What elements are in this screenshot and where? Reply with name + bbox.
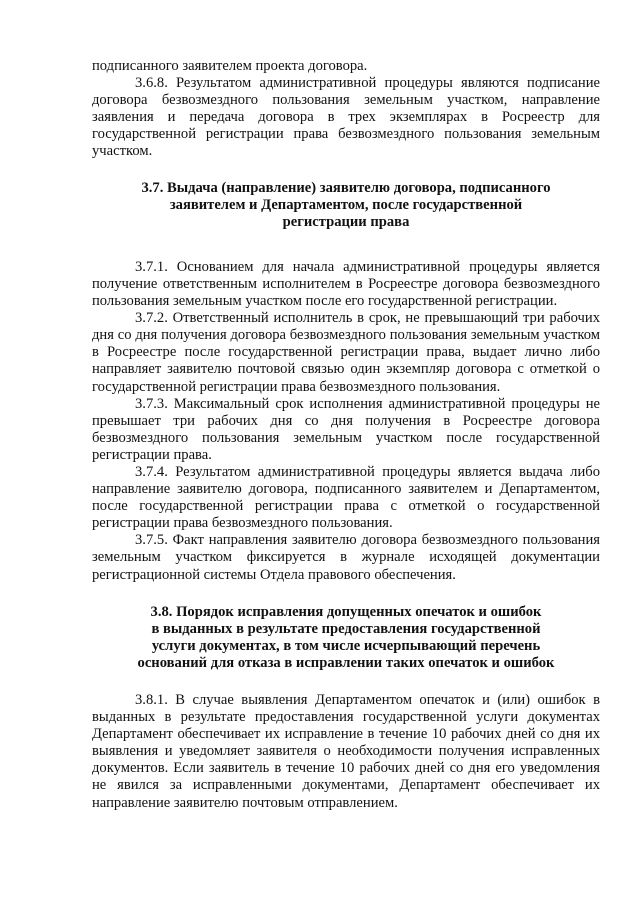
paragraph-3-7-1: 3.7.1. Основанием для начала административной процедуры является получение ответственным исполнителем в Росреестре договора безвозмездного пользования земельным участком после его государственной регистрации. [92,258,600,310]
paragraph-3-6-8: 3.6.8. Результатом административной процедуры являются подписание договора безвозмездного пользования земельным участком, направление заявления и передача договора в трех экземплярах в Росреестр для государственной регистрации права безвозмездного пользования земельным участком. [92,75,600,160]
heading-line: 3.7. Выдача (направление) заявителю договора, подписанного [141,179,551,196]
paragraph-continuation: подписанного заявителем проекта договора. [92,58,368,74]
heading-line: регистрации права [282,213,410,230]
paragraph-3-8-1: 3.8.1. В случае выявления Департаментом опечаток и (или) ошибок в выданных в результате предоставления государственной услуги документах Департамент обеспечивает их исправление в течение 10 рабочих дней со дня их выявления и уведомляет заявителя о необходимости получения исправленных документов. Если заявитель в течение 10 рабочих дней со дня его уведомления не явился за исправленными документами, Департамент обеспечивает их направление заявителю почтовым отправлением. [92,692,600,811]
paragraph-3-7-4: 3.7.4. Результатом административной процедуры является выдача либо направление заявителю договора, подписанного заявителем и Департаментом, после государственной регистрации права с отметкой о государственной регистрации права безвозмездного пользования. [92,463,600,532]
paragraph-3-7-3: 3.7.3. Максимальный срок исполнения административной процедуры не превышает три рабочих дня со дня получения в Росреестре договора безвозмездного пользования земельным участком после государственной регистрации права. [92,395,600,463]
section-3-8-heading [92,604,600,672]
paragraph-3-7-2: 3.7.2. Ответственный исполнитель в срок, не превышающий три рабочих дня со дня получения договора безвозмездного пользования земельным участком в Росреестре после государственной регистрации права, выдает лично либо направляет заявителю почтовой связью один экземпляр договора с отметкой о государственной регистрации права безвозмездного пользования. [92,310,600,395]
heading-line: заявителем и Департаментом, после государственной [169,196,523,213]
section-3-7-heading [92,180,600,231]
heading-line: 3.8. Порядок исправления допущенных опечаток и ошибок [150,603,542,620]
heading-line: оснований для отказа в исправлении таких опечаток и ошибок [137,654,555,671]
heading-line: услуги документах, в том числе исчерпывающий перечень [151,637,541,654]
heading-line: в выданных в результате предоставления государственной [151,620,541,637]
paragraph-3-7-5: 3.7.5. Факт направления заявителю договора безвозмездного пользования земельным участком фиксируется в журнале исходящей документации регистрационной системы Отдела правового обеспечения. [92,532,600,583]
